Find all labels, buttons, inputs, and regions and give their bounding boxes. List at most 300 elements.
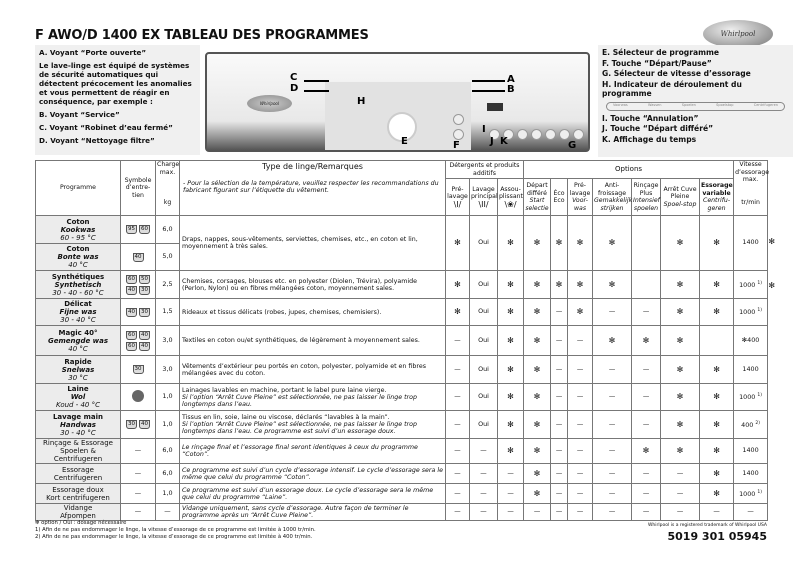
programme-name: Rapide bbox=[64, 357, 92, 366]
spin-speed: 1000 bbox=[739, 489, 756, 498]
header-col bbox=[470, 179, 498, 216]
type-cell bbox=[180, 439, 446, 464]
option-cell: Oui bbox=[470, 271, 498, 299]
type-text: Rideaux et tissus délicats (robes, jupes, chemises, chemisiers). bbox=[182, 308, 382, 316]
option-star: ✻ bbox=[593, 271, 632, 299]
option-star: ✻ bbox=[700, 464, 734, 484]
washtub-icon: 30 bbox=[128, 421, 135, 427]
detergent-drawer-icon: \II/ bbox=[478, 199, 489, 209]
table-row bbox=[36, 326, 768, 356]
option-star: ✻ bbox=[498, 411, 524, 439]
option-cell: — bbox=[551, 326, 568, 356]
option-star: ✻ bbox=[661, 411, 700, 439]
programme-cell bbox=[36, 299, 121, 326]
spin-speed: 1400 bbox=[742, 364, 759, 373]
programme-subname: Afpompen bbox=[60, 512, 96, 520]
arrow-d bbox=[304, 90, 329, 92]
header-detergents: Détergents et produits additifs bbox=[446, 161, 524, 179]
washtub-icon: 50 bbox=[141, 275, 148, 282]
option-cell: — bbox=[632, 411, 661, 439]
programme-name: Coton bbox=[66, 217, 90, 226]
programme-name: Rinçage & Essorage bbox=[43, 439, 113, 447]
phase-label: Spoelstop bbox=[716, 103, 734, 108]
spin-speed-cell bbox=[734, 299, 768, 326]
legend-intro: Le lave-linge est équipé de systèmes de sécurité automatiques qui détectent précocement les anomalies et vous permettent de réagir en conséquence, par exemple : bbox=[39, 61, 192, 106]
legend-i: I. Touche “Annulation” bbox=[602, 113, 699, 123]
programme-temperature: 40 °C bbox=[68, 344, 88, 353]
option-cell: — bbox=[593, 299, 632, 326]
header-col-label: Pré-lavage bbox=[569, 182, 591, 197]
programme-subname: Spoelen & Centrifugeren bbox=[53, 447, 103, 463]
option-star: ✻ bbox=[498, 326, 524, 356]
option-star: ✻ bbox=[498, 216, 524, 271]
option-star: ✻ bbox=[498, 384, 524, 411]
charge-cell: 1,0 bbox=[156, 484, 180, 504]
option-star: ✻ bbox=[768, 280, 776, 290]
washtub-icon: 40 bbox=[141, 342, 148, 349]
indicator-legend-right bbox=[598, 45, 793, 157]
option-star: ✻ bbox=[661, 299, 700, 326]
programme-subname: Snelwas bbox=[61, 365, 95, 374]
care-symbol-none: — bbox=[134, 468, 142, 477]
document-code: 5019 301 05945 bbox=[667, 530, 767, 543]
option-star: ✻ bbox=[700, 411, 734, 439]
option-cell: Oui bbox=[470, 384, 498, 411]
option-star: ✻ bbox=[446, 216, 470, 271]
label-f: F bbox=[453, 140, 460, 151]
wool-icon bbox=[132, 390, 144, 402]
programme-subname: Fijne was bbox=[59, 308, 97, 316]
option-star: ✻ bbox=[498, 439, 524, 464]
label-h: H bbox=[357, 96, 366, 107]
option-star: ✻ bbox=[700, 439, 734, 464]
option-star: ✻ bbox=[593, 326, 632, 356]
care-symbols bbox=[121, 384, 156, 411]
header-col-sub: Start selectie bbox=[525, 197, 549, 212]
control-panel-illustration bbox=[205, 52, 590, 152]
footnotes bbox=[35, 520, 316, 541]
spin-speed-cell bbox=[734, 484, 768, 504]
header-symbole: Symbole d’entre-tien bbox=[121, 161, 156, 216]
washtub-icon: 60 bbox=[128, 331, 135, 338]
label-i: I bbox=[482, 124, 486, 135]
type-text: Tissus en lin, soie, laine ou viscose, déclarés “lavables à la main”. bbox=[182, 414, 390, 421]
header-col-label: Essorage variable bbox=[701, 182, 733, 197]
programme-cell bbox=[36, 439, 121, 464]
footnote-2: 2) Afin de ne pas endommager le linge, la vitesse d’essorage de ce programme est limitée à 400 tr/min. bbox=[35, 534, 313, 540]
programme-name: Essorage doux bbox=[52, 485, 104, 494]
type-cell bbox=[180, 326, 446, 356]
option-cell: — bbox=[593, 439, 632, 464]
washtub-icon: 60 bbox=[141, 226, 148, 232]
option-star: ✻ bbox=[498, 356, 524, 384]
table-row bbox=[36, 299, 768, 326]
footnote-ref: 1) bbox=[757, 280, 763, 286]
option-cell: — bbox=[446, 464, 470, 484]
programme-cell bbox=[36, 271, 121, 299]
panel-button bbox=[573, 129, 584, 140]
header-col bbox=[661, 179, 700, 216]
table-row bbox=[36, 384, 768, 411]
option-cell: — bbox=[551, 411, 568, 439]
footnote-legend: ✻ option / Oui : dosage nécessaire bbox=[35, 520, 127, 526]
table-row bbox=[36, 504, 768, 521]
washtub-icon: 40 bbox=[128, 308, 135, 315]
programme-cell bbox=[36, 384, 121, 411]
washtub-icon: 95 bbox=[128, 226, 135, 232]
option-star: ✻ bbox=[661, 216, 700, 271]
programme-subname: Centrifugeren bbox=[53, 473, 103, 482]
care-symbols bbox=[121, 299, 156, 326]
option-star: ✻ bbox=[524, 484, 551, 504]
option-star: ✻ bbox=[700, 299, 734, 326]
spin-speed: 1000 bbox=[739, 393, 756, 402]
spin-speed: 1400 bbox=[742, 446, 759, 455]
header-col-label: Départ différé bbox=[526, 182, 548, 197]
washtub-icon: 40 bbox=[141, 331, 148, 338]
option-star: ✻ bbox=[700, 356, 734, 384]
programme-cell bbox=[36, 356, 121, 384]
washtub-icon: 40 bbox=[134, 253, 142, 260]
washtub-icon: 30 bbox=[134, 366, 142, 372]
type-cell bbox=[180, 299, 446, 326]
phase-label: Wassen bbox=[648, 103, 662, 108]
option-cell: Oui bbox=[470, 299, 498, 326]
header-col bbox=[593, 179, 632, 216]
programme-cell bbox=[36, 326, 121, 356]
option-cell: — bbox=[551, 464, 568, 484]
option-star: ✻ bbox=[446, 271, 470, 299]
spin-speed: 1000 bbox=[739, 280, 756, 289]
option-star: ✻ bbox=[524, 411, 551, 439]
option-cell: — bbox=[446, 504, 470, 521]
panel-logo: Whirlpool bbox=[247, 95, 292, 112]
programme-name: Délicat bbox=[64, 300, 92, 308]
header-vitesse-label: Vitesse d’essorage max. bbox=[735, 161, 770, 183]
option-cell: — bbox=[568, 464, 593, 484]
option-cell: — bbox=[632, 384, 661, 411]
programme-name: Coton bbox=[66, 245, 90, 253]
washtub-icon: 30 bbox=[141, 286, 148, 293]
charge-cell: 1,5 bbox=[156, 299, 180, 326]
spin-speed-cell bbox=[734, 439, 768, 464]
header-col-sub: Intensief spoelen bbox=[633, 197, 660, 212]
programme-temperature: 40 °C bbox=[68, 261, 88, 269]
header-trmin: tr/min bbox=[741, 198, 760, 206]
care-symbols bbox=[121, 484, 156, 504]
option-cell: — bbox=[551, 299, 568, 326]
table-row bbox=[36, 216, 768, 244]
option-cell: — bbox=[568, 411, 593, 439]
option-star: ✻ bbox=[661, 271, 700, 299]
table-row bbox=[36, 484, 768, 504]
care-symbols bbox=[121, 504, 156, 521]
option-cell: — bbox=[593, 384, 632, 411]
option-cell: — bbox=[470, 504, 498, 521]
option-cell: — bbox=[593, 484, 632, 504]
programme-temperature: 30 °C bbox=[68, 373, 88, 382]
legend-c: C. Voyant “Robinet d’eau fermé” bbox=[39, 123, 173, 132]
progress-indicator-diagram bbox=[606, 102, 785, 111]
option-star: ✻ bbox=[524, 326, 551, 356]
spin-speed: 1400 bbox=[742, 468, 759, 477]
option-cell: Oui bbox=[470, 326, 498, 356]
header-programme: Programme bbox=[36, 161, 121, 216]
type-remark: Si l’option “Arrêt Cuve Pleine” est sélectionnée, ne pas laisser le linge trop longtemps dans l’eau. Ce programme est suivi d’un essorage doux. bbox=[182, 421, 417, 435]
option-cell: — bbox=[470, 464, 498, 484]
option-cell: — bbox=[551, 356, 568, 384]
option-cell: — bbox=[568, 326, 593, 356]
option-cell: — bbox=[524, 504, 551, 521]
whirlpool-logo: Whirlpool bbox=[703, 20, 773, 48]
option-star: ✻ bbox=[524, 439, 551, 464]
label-j: J bbox=[490, 136, 494, 147]
type-cell bbox=[180, 464, 446, 484]
programme-cell bbox=[36, 216, 121, 244]
header-type bbox=[180, 161, 446, 216]
header-col bbox=[700, 179, 734, 216]
header-col-sub: Centrifu-geren bbox=[703, 197, 731, 212]
programme-table bbox=[35, 160, 776, 521]
trademark-notice: Whirlpool is a registered trademark of Whirlpool USA bbox=[647, 523, 767, 528]
option-star: ✻ bbox=[524, 384, 551, 411]
option-cell: — bbox=[700, 504, 734, 521]
label-a: A bbox=[507, 74, 515, 85]
washtub-icon: 30 bbox=[141, 308, 148, 315]
type-cell bbox=[180, 271, 446, 299]
option-cell: — bbox=[632, 504, 661, 521]
header-col-sub: Eco bbox=[553, 197, 565, 204]
type-cell bbox=[180, 504, 446, 521]
option-cell: — bbox=[551, 439, 568, 464]
option-cell: — bbox=[593, 356, 632, 384]
option-cell bbox=[632, 216, 661, 271]
charge-cell: 1,0 bbox=[156, 384, 180, 411]
option-cell bbox=[700, 326, 734, 356]
programme-cell bbox=[36, 464, 121, 484]
option-cell: — bbox=[446, 484, 470, 504]
footnote-ref: 1) bbox=[757, 489, 763, 495]
option-star: ✻ bbox=[524, 299, 551, 326]
detergent-drawer-icon: \I/ bbox=[453, 199, 462, 209]
option-cell: — bbox=[551, 384, 568, 411]
option-cell: — bbox=[498, 484, 524, 504]
option-star: ✻ bbox=[700, 271, 734, 299]
spin-speed-cell bbox=[734, 271, 776, 299]
panel-button bbox=[531, 129, 542, 140]
table-row bbox=[36, 271, 768, 299]
option-cell: — bbox=[498, 464, 524, 484]
programme-subname: Handwas bbox=[60, 420, 96, 429]
legend-d: D. Voyant “Nettoyage filtre” bbox=[39, 136, 155, 145]
charge-cell: 2,5 bbox=[156, 271, 180, 299]
type-remark: Si l’option “Arrêt Cuve Pleine” est sélectionnée, ne pas laisser le linge trop longtemps dans l’eau. bbox=[182, 393, 417, 408]
option-star: ✻ bbox=[661, 384, 700, 411]
programme-cell bbox=[36, 484, 121, 504]
programme-temperature: 30 - 40 °C bbox=[60, 316, 96, 324]
header-col-sub: Gemakkelijk strijken bbox=[594, 197, 633, 212]
option-cell: — bbox=[632, 299, 661, 326]
spin-speed: — bbox=[747, 507, 754, 516]
option-star: ✻ bbox=[700, 384, 734, 411]
care-symbols bbox=[121, 411, 156, 439]
type-cell bbox=[180, 216, 446, 271]
type-cell bbox=[180, 484, 446, 504]
option-star: ✻ bbox=[661, 326, 700, 356]
programme-subname: Wol bbox=[70, 393, 86, 401]
header-col bbox=[632, 179, 661, 216]
spin-speed: ✻400 bbox=[741, 335, 760, 344]
spin-speed-cell bbox=[734, 464, 768, 484]
programme-temperature: 30 - 40 °C bbox=[60, 428, 96, 437]
type-text: Lainages lavables en machine, portant le label pure laine vierge. bbox=[182, 386, 387, 394]
option-cell: — bbox=[568, 356, 593, 384]
arrow-c bbox=[304, 80, 329, 82]
header-kg: kg bbox=[163, 198, 172, 206]
option-star: ✻ bbox=[568, 299, 593, 326]
programme-cell bbox=[36, 411, 121, 439]
programme-name: Synthétiques bbox=[51, 272, 105, 281]
table-row bbox=[36, 356, 768, 384]
charge-cell: 1,0 bbox=[156, 411, 180, 439]
charge-cell: 6,0 bbox=[156, 216, 180, 244]
charge-cell: 6,0 bbox=[156, 464, 180, 484]
option-cell: Oui bbox=[470, 356, 498, 384]
programme-name: Essorage bbox=[62, 465, 94, 474]
time-display bbox=[487, 103, 503, 111]
option-star: ✻ bbox=[551, 271, 568, 299]
legend-k: K. Affichage du temps bbox=[602, 134, 697, 144]
washtub-icon: 60 bbox=[128, 275, 135, 282]
option-cell: — bbox=[446, 384, 470, 411]
footnote-ref: 2) bbox=[755, 420, 760, 426]
legend-e: E. Sélecteur de programme bbox=[602, 48, 720, 57]
care-symbols bbox=[121, 271, 156, 299]
spin-speed: 1400 bbox=[742, 238, 759, 247]
option-cell: — bbox=[593, 411, 632, 439]
panel-button bbox=[517, 129, 528, 140]
option-star: ✻ bbox=[498, 271, 524, 299]
type-cell bbox=[180, 384, 446, 411]
spin-speed-cell bbox=[734, 411, 768, 439]
charge-cell: 3,0 bbox=[156, 356, 180, 384]
programme-name: Laine bbox=[67, 385, 89, 393]
option-star: ✻ bbox=[632, 439, 661, 464]
option-star: ✻ bbox=[768, 236, 776, 246]
arrow-a bbox=[472, 80, 505, 82]
care-symbols bbox=[121, 439, 156, 464]
option-cell: — bbox=[632, 484, 661, 504]
option-star: ✻ bbox=[446, 299, 470, 326]
option-cell: — bbox=[568, 504, 593, 521]
phase-label: Centrifugeren bbox=[753, 103, 778, 108]
type-remark: Vidange uniquement, sans cycle d’essorage. Autre façon de terminer le programme après un “Arrêt Cuve Pleine”. bbox=[182, 505, 409, 519]
header-col-label: Éco bbox=[553, 189, 565, 197]
washtub-icon: 40 bbox=[141, 421, 148, 427]
type-text: Textiles en coton ou/et synthétiques, de légèrement à moyennement sales. bbox=[182, 337, 420, 344]
programme-cell bbox=[36, 504, 121, 521]
header-charge bbox=[156, 161, 180, 216]
charge-cell: 6,0 bbox=[156, 439, 180, 464]
legend-a: A. Voyant “Porte ouverte” bbox=[39, 48, 147, 57]
option-cell: — bbox=[632, 356, 661, 384]
spin-speed: 1000 bbox=[739, 308, 756, 317]
option-star: ✻ bbox=[524, 271, 551, 299]
option-cell: — bbox=[568, 384, 593, 411]
spin-speed-cell bbox=[734, 326, 768, 356]
header-col-label: Assou-plissant bbox=[499, 185, 523, 201]
label-k: K bbox=[500, 136, 508, 147]
label-c: C bbox=[290, 72, 298, 83]
option-cell: — bbox=[446, 439, 470, 464]
header-col-label: Lavage principal bbox=[471, 185, 498, 201]
legend-j: J. Touche “Départ différé” bbox=[602, 124, 714, 133]
option-cell: Oui bbox=[470, 216, 498, 271]
type-cell bbox=[180, 411, 446, 439]
footnote-ref: 1) bbox=[757, 308, 763, 314]
charge-cell: 5,0 bbox=[156, 244, 180, 271]
option-star: ✻ bbox=[551, 216, 568, 271]
header-col bbox=[446, 179, 470, 216]
option-star: ✻ bbox=[661, 439, 700, 464]
footnote-1: 1) Afin de ne pas endommager le linge, la vitesse d’essorage de ce programme est limitée à 1000 tr/min. bbox=[35, 527, 316, 533]
header-type-note: - Pour la sélection de la température, veuillez respecter les recommandations du fabricant figurant sur l’étiquette du vêtement. bbox=[183, 180, 439, 194]
option-cell: — bbox=[661, 484, 700, 504]
care-symbols bbox=[121, 216, 156, 244]
option-cell: Oui bbox=[470, 411, 498, 439]
option-cell: — bbox=[593, 504, 632, 521]
header-type-label: Type de linge/Remarques bbox=[262, 162, 363, 171]
programme-subname: Synthetisch bbox=[54, 280, 102, 289]
type-remark: Le rinçage final et l’essorage final seront identiques à ceux du programme “Coton”. bbox=[182, 444, 418, 458]
footnote-ref: 1) bbox=[757, 393, 763, 399]
care-symbols bbox=[121, 356, 156, 384]
programme-name: Lavage main bbox=[52, 412, 104, 421]
spin-speed-cell bbox=[734, 216, 776, 271]
option-star: ✻ bbox=[700, 216, 734, 271]
label-g: G bbox=[568, 140, 577, 151]
legend-f: F. Touche “Départ/Pause” bbox=[602, 58, 712, 68]
option-cell: — bbox=[661, 504, 700, 521]
arrow-b bbox=[472, 90, 505, 92]
option-cell: — bbox=[470, 484, 498, 504]
phase-label: Voorwas bbox=[613, 103, 628, 108]
header-col bbox=[498, 179, 524, 216]
programme-cell bbox=[36, 244, 121, 271]
option-cell: — bbox=[470, 439, 498, 464]
label-b: B bbox=[507, 84, 515, 95]
option-cell: — bbox=[593, 464, 632, 484]
programme-name: Magic 40° bbox=[58, 328, 98, 337]
header-col-sub: Spoel-stop bbox=[663, 200, 697, 208]
option-cell: — bbox=[551, 484, 568, 504]
option-cell: — bbox=[498, 504, 524, 521]
header-charge-label: Charge max. bbox=[157, 161, 180, 176]
panel-button bbox=[559, 129, 570, 140]
option-cell: — bbox=[632, 464, 661, 484]
type-cell bbox=[180, 356, 446, 384]
programme-subname: Bonte was bbox=[57, 253, 99, 261]
type-text: Chemises, corsages, blouses etc. en polyester (Diolen, Trévira), polyamide (Perlon, Nylon) ou en fibres mélangées coton, moyennement sales. bbox=[182, 277, 417, 292]
programme-temperature: 30 - 40 - 60 °C bbox=[52, 288, 104, 297]
panel-button bbox=[545, 129, 556, 140]
legend-b: B. Voyant “Service” bbox=[39, 110, 120, 119]
care-symbol-none: — bbox=[134, 507, 142, 516]
header-col bbox=[524, 179, 551, 216]
spin-speed: 400 bbox=[741, 420, 754, 429]
header-col-label: Rinçage Plus bbox=[633, 182, 659, 197]
option-star: ✻ bbox=[568, 271, 593, 299]
